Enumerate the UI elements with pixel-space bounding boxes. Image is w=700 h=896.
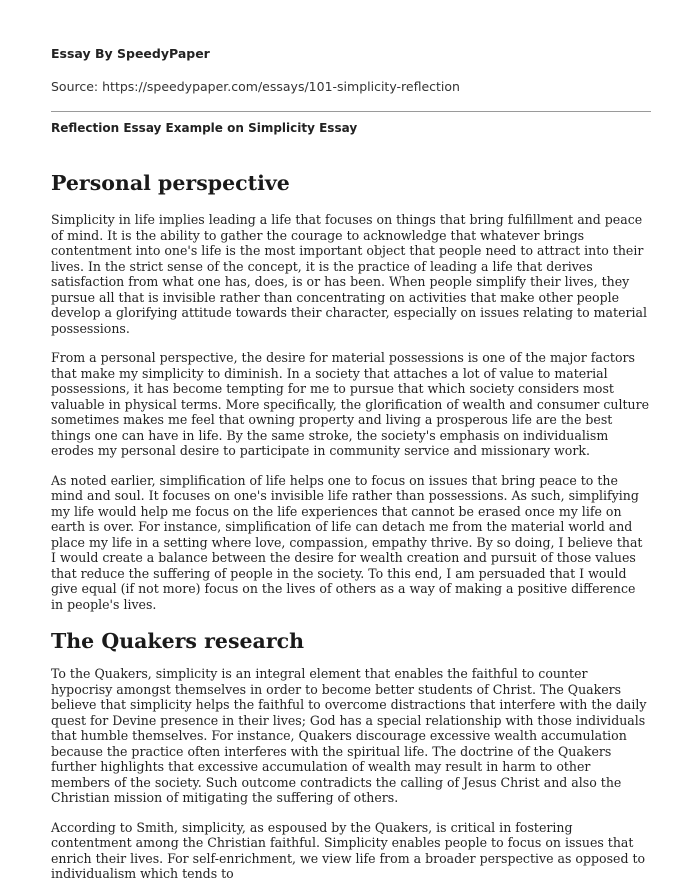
section-heading: The Quakers research bbox=[51, 629, 305, 653]
paragraph: Simplicity in life implies leading a life that focuses on things that bring fulfillment and peace of mind. It is the ability to gather the courage to acknowledge that whatever brings contentment into one's life is the most important object that people need to attract into their lives. In the strict sense of the concept, it is the practice of leading a life that derives satisfaction from what one has, does, is or has been. When people simplify their lives, they pursue all that is invisible rather than concentrating on activities that make other people develop a glorifying attitude towards their character, especially on issues relating to material possessions. bbox=[51, 212, 647, 336]
source-line: Source: https://speedypaper.com/essays/101-simplicity-reflection bbox=[51, 79, 460, 94]
paragraph: As noted earlier, simplification of life helps one to focus on issues that bring peace to the mind and soul. It focuses on one's invisible life rather than possessions. As such, simplifying my life would help me focus on the life experiences that cannot be erased once my life on earth is over. For instance, simplification of life can detach me from the material world and place my life in a setting where love, compassion, empathy thrive. By so doing, I believe that I would create a balance between the desire for wealth creation and pursuit of those values that reduce the suffering of people in the society. To this end, I am persuaded that I would give equal (if not more) focus on the lives of others as a way of making a positive difference in people's lives. bbox=[51, 472, 643, 612]
section-personal-perspective bbox=[51, 168, 651, 612]
document-title: Reflection Essay Example on Simplicity Essay bbox=[51, 121, 358, 135]
header-divider bbox=[51, 111, 651, 112]
paragraph: To the Quakers, simplicity is an integral element that enables the faithful to counter hypocrisy amongst themselves in order to become better students of Christ. The Quakers believe that simplicity helps the faithful to overcome distractions that interfere with the daily quest for Devine presence in their lives; God has a special relationship with those individuals that humble themselves. For instance, Quakers discourage excessive wealth accumulation because the practice often interferes with the spiritual life. The doctrine of the Quakers further highlights that excessive accumulation of wealth may result in harm to other members of the society. Such outcome contradicts the calling of Jesus Christ and also the Christian mission of mitigating the suffering of others. bbox=[51, 666, 647, 805]
publisher-header: Essay By SpeedyPaper bbox=[51, 46, 210, 61]
essay-body bbox=[51, 168, 651, 896]
paragraph: From a personal perspective, the desire for material possessions is one of the major factors that make my simplicity to diminish. In a society that attaches a lot of value to material possessions, it has become tempting for me to pursue that which society considers most valuable in physical terms. More specifically, the glorification of wealth and consumer culture sometimes makes me feel that owning property and living a prosperous life are the best things one can have in life. By the same stroke, the society's emphasis on individualism erodes my personal desire to participate in community service and missionary work. bbox=[51, 350, 650, 458]
paragraph: According to Smith, simplicity, as espoused by the Quakers, is critical in fostering contentment among the Christian faithful. Simplicity enables people to focus on issues that enrich their lives. For self-enrichment, we view life from a broader perspective as opposed to individualism which tends to bbox=[51, 819, 646, 881]
section-heading: Personal perspective bbox=[51, 171, 290, 195]
section-quakers-research bbox=[51, 626, 651, 882]
